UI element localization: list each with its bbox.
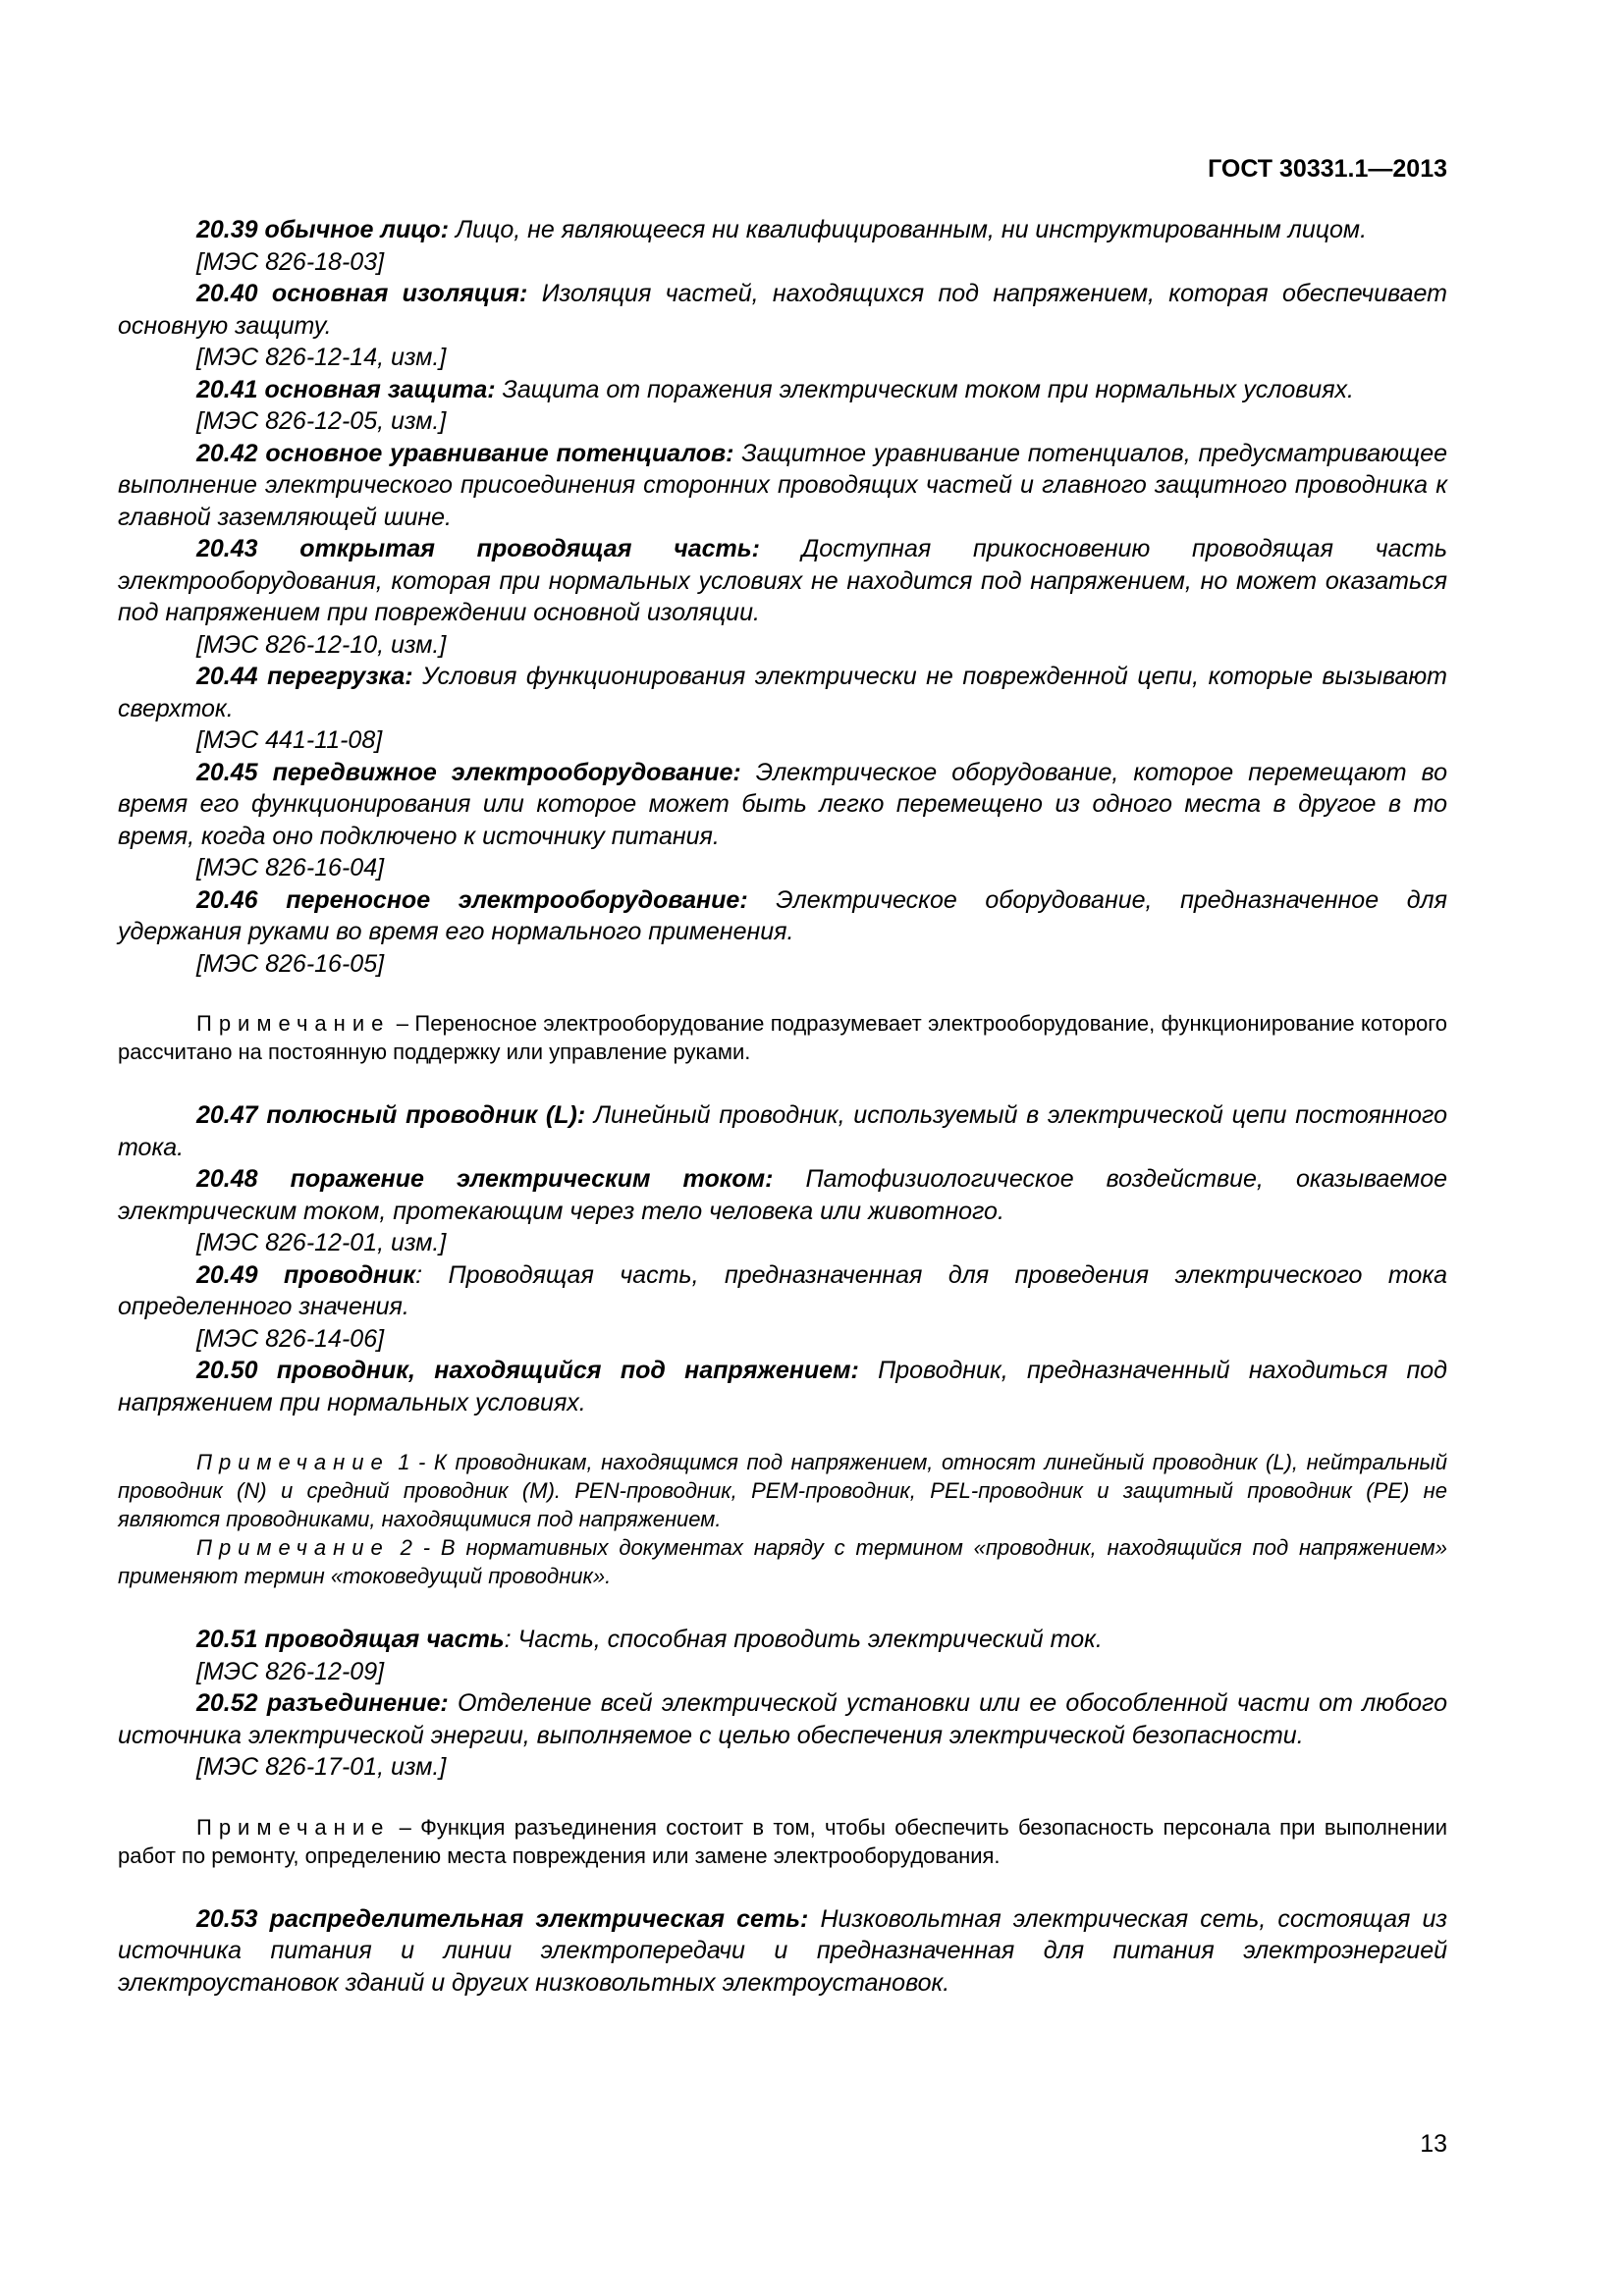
term-title: 20.44 перегрузка:: [196, 663, 413, 690]
document-body: [118, 214, 1447, 1999]
term-definition: Изоляция частей, находящихся под напряжением, которая обеспечивает основную защиту.: [118, 280, 1447, 340]
term-definition: Проводник, предназначенный находиться под напряжением при нормальных условиях.: [118, 1357, 1447, 1416]
term-reference: [МЭС 826-12-14, изм.]: [196, 344, 447, 371]
note-20-46: [118, 1009, 1447, 1066]
term-title: 20.42 основное уравнивание потенциалов:: [196, 439, 734, 467]
standard-header: ГОСТ 30331.1—2013: [1208, 155, 1447, 183]
note-text: – Переносное электрооборудование подразумевает электрооборудование, функционирование которого рассчитано на постоянную поддержку или управление руками.: [118, 1011, 1447, 1064]
term-entry-20-39: [118, 214, 1447, 246]
term-title: 20.43 открытая проводящая часть:: [196, 535, 760, 562]
term-reference: [МЭС 441-11-08]: [196, 726, 383, 754]
note-label: Примечание: [196, 1814, 391, 1840]
term-entry-20-44: [118, 661, 1447, 724]
term-entry-20-52: [118, 1687, 1447, 1751]
term-reference: [МЭС 826-12-09]: [196, 1657, 385, 1685]
term-title: 20.47 полюсный проводник (L):: [196, 1101, 586, 1129]
term-reference: [МЭС 826-18-03]: [196, 247, 385, 276]
term-definition: Низковольтная электрическая сеть, состоящая из источника питания и линии электропередачи и предназначенная для питания электроэнергией электроустановок зданий и других низковольтных электроустановок.: [118, 1904, 1447, 1997]
note-label: Примечание: [196, 1535, 390, 1560]
term-reference: [МЭС 826-17-01, изм.]: [196, 1753, 447, 1781]
note-text: – Функция разъединения состоит в том, чтобы обеспечить безопасность персонала при выполнении работ по ремонту, определению места повреждения или замене электрооборудования.: [118, 1814, 1447, 1868]
term-entry-20-41: [118, 374, 1447, 406]
term-entry-20-51: [118, 1624, 1447, 1656]
term-title: 20.45 передвижное электрооборудование:: [196, 758, 741, 786]
term-title: 20.41 основная защита:: [196, 375, 496, 403]
term-title: 20.39 обычное лицо:: [196, 216, 450, 243]
term-entry-20-48: [118, 1163, 1447, 1227]
term-reference: [МЭС 826-14-06]: [196, 1324, 385, 1353]
term-title: 20.50 проводник, находящийся под напряжением:: [196, 1357, 859, 1384]
note-text: 2 - В нормативных документах наряду с термином «проводник, находящийся под напряжением» применяют термин «токоведущий проводник».: [118, 1535, 1447, 1588]
term-definition: Защитное уравнивание потенциалов, предусматривающее выполнение электрического присоединения сторонних проводящих частей и главного защитного проводника к главной заземляющей шине.: [118, 439, 1447, 531]
term-definition: : Часть, способная проводить электрический ток.: [504, 1626, 1103, 1653]
term-title: 20.40 основная изоляция:: [196, 280, 528, 307]
term-title: 20.49 проводник: [196, 1260, 416, 1289]
term-title: 20.48 поражение электрическим током:: [196, 1165, 774, 1193]
term-definition: : Проводящая часть, предназначенная для проведения электрического тока определенного значения.: [118, 1260, 1447, 1320]
note-text: 1 - К проводникам, находящимся под напряжением, относят линейный проводник (L), нейтральный проводник (N) и средний проводник (M). PEN-проводник, PEM-проводник, PEL-проводник и защитный проводник (PE) не являются проводниками, находящимися под напряжением.: [118, 1450, 1447, 1531]
note-label: Примечание: [196, 1011, 391, 1036]
term-reference: [МЭС 826-12-10, изм.]: [196, 630, 447, 659]
term-entry-20-42: [118, 438, 1447, 534]
term-definition: Условия функционирования электрически не поврежденной цепи, которые вызывают сверхток.: [118, 663, 1447, 722]
term-entry-20-53: [118, 1903, 1447, 2000]
term-reference: [МЭС 826-12-05, изм.]: [196, 407, 447, 435]
term-entry-20-43: [118, 533, 1447, 629]
term-definition: Линейный проводник, используемый в электрической цепи постоянного тока.: [118, 1101, 1447, 1161]
term-entry-20-45: [118, 757, 1447, 853]
term-entry-20-46: [118, 884, 1447, 948]
term-definition: Электрическое оборудование, предназначенное для удержания руками во время его нормального применения.: [118, 885, 1448, 945]
term-title: 20.53 распределительная электрическая сеть:: [196, 1904, 809, 1933]
note-20-50-1: [118, 1448, 1447, 1533]
term-entry-20-47: [118, 1099, 1447, 1163]
term-definition: Лицо, не являющееся ни квалифицированным, ни инструктированным лицом.: [449, 216, 1368, 243]
term-entry-20-50: [118, 1355, 1447, 1418]
term-definition: Патофизиологическое воздействие, оказываемое электрическим током, протекающим через тело человека или животного.: [118, 1165, 1447, 1225]
page-number: 13: [1420, 2130, 1447, 2158]
note-20-50-2: [118, 1533, 1447, 1590]
term-definition: Защита от поражения электрическим током при нормальных условиях.: [495, 375, 1355, 403]
term-title: 20.46 переносное электрооборудование:: [196, 885, 748, 914]
term-definition: Электрическое оборудование, которое перемещают во время его функционирования или которое может быть легко перемещено из одного места в другое в то время, когда оно подключено к источнику питания.: [118, 758, 1447, 850]
term-entry-20-40: [118, 278, 1447, 342]
term-reference: [МЭС 826-16-05]: [196, 949, 385, 978]
note-20-52: [118, 1813, 1447, 1870]
term-reference: [МЭС 826-16-04]: [196, 854, 385, 881]
note-label: Примечание: [196, 1450, 390, 1474]
term-reference: [МЭС 826-12-01, изм.]: [196, 1229, 447, 1256]
term-title: 20.51 проводящая часть: [196, 1626, 505, 1653]
term-definition: Отделение всей электрической установки или ее обособленной части от любого источника электрической энергии, выполняемое с целью обеспечения электрической безопасности.: [118, 1689, 1447, 1749]
term-entry-20-49: [118, 1259, 1447, 1323]
term-definition: Доступная прикосновению проводящая часть электрооборудования, которая при нормальных условиях не находится под напряжением, но может оказаться под напряжением при повреждении основной изоляции.: [118, 535, 1447, 626]
term-title: 20.52 разъединение:: [196, 1689, 449, 1717]
